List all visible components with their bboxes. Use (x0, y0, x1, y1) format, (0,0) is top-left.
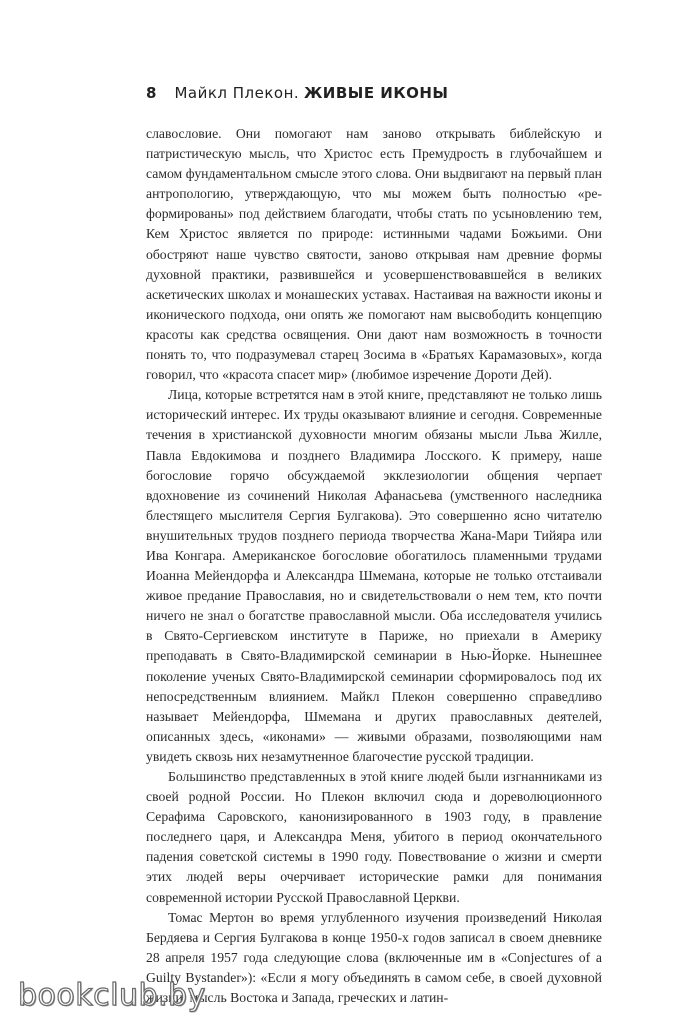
paragraph-2: Лица, которые встретятся нам в этой книге, представляют не только лишь исторический интерес. Их труды оказывают влияние и сегодня. Современные течения в христианской духовности многим обязаны мысли Льва Жилле, Павла Евдокимова и позднего Владимира Лосского. К примеру, наше богословие горячо обсуждаемой экклезиологии общения черпает вдохновение из сочинений Николая Афанасьева (умственного наследника блестящего мыслителя Сергия Булгакова). Это совершенно ясно читателю внушительных трудов позднего периода творчества Жана-Мари Тийяра или Ива Конгара. Американское богословие обогатилось пламенными трудами Иоанна Мейендорфа и Александра Шмемана, которые не только отстаивали живое предание Православия, но и свидетельствовали о нем тем, кто почти ничего не знал о богатстве православной мысли. Оба исследователя учились в Свято-Сергиевском институте в Париже, но приехали в Америку преподавать в Свято-Владимирской семинарии в Нью-Йорке. Нынешнее поколение ученых Свято-Владимирской семинарии сформировалось под их непосредственным влиянием. Майкл Плекон совершенно справедливо называет Мейендорфа, Шмемана и других православных деятелей, описанных здесь, «иконами» — живыми образами, позволяющими нам увидеть сквозь них незамутненное благочестие русской традиции. (146, 387, 602, 764)
page-body (146, 124, 602, 1008)
watermark: bookclub.by (18, 978, 206, 1013)
paragraph-4: Томас Мертон во время углубленного изучения произведений Николая Бердяева и Сергия Булгакова в конце 1950-х годов записал в своем дневнике 28 апреля 1957 года следующие слова (включенные им в «Conjectures of a Guilty Bystander»): «Если я могу объединять в самом себе, в своей духовной жизни, мысль Востока и Запада, греческих и латин- (146, 909, 602, 1006)
paragraph-1: славословие. Они помогают нам заново открывать библейскую и патристическую мысль, что Христос есть Премудрость в глубочайшем и самом фундаментальном смысле этого слова. Они выдвигают на первый план антропологию, утверждающую, что мы можем быть полностью «ре-формированы» под действием благодати, чтобы стать по усыновлению тем, Кем Христос является по природе: истинными чадами Божьими. Они обостряют наше чувство святости, заново открывая нам древние формы духовной практики, развившейся и усовершенствовавшейся в великих аскетических школах и монашеских уставах. Настаивая на важности иконы и иконического подхода, они опять же помогают нам высвободить концепцию красоты как средства освящения. Они дают нам возможность в точности понять то, что подразумевал старец Зосима в «Братьях Карамазовых», когда говорил, что «красота спасет мир» (любимое изречение Дороти Дей). (146, 126, 602, 383)
paragraph-3: Большинство представленных в этой книге людей были изгнанниками из своей родной России. Но Плекон включил сюда и дореволюционного Серафима Саровского, канонизированного в 1903 году, в правление последнего царя, и Александра Меня, убитого в период окончательного падения советской системы в 1990 году. Повествование о жизни и смерти этих людей веры очерчивает исторические рамки для понимания современной истории Русской Православной Церкви. (146, 769, 602, 905)
page-number: 8 (146, 84, 157, 102)
running-header (146, 84, 606, 108)
header-author: Майкл Плекон. (174, 84, 300, 102)
header-book-title: ЖИВЫЕ ИКОНЫ (303, 84, 449, 102)
